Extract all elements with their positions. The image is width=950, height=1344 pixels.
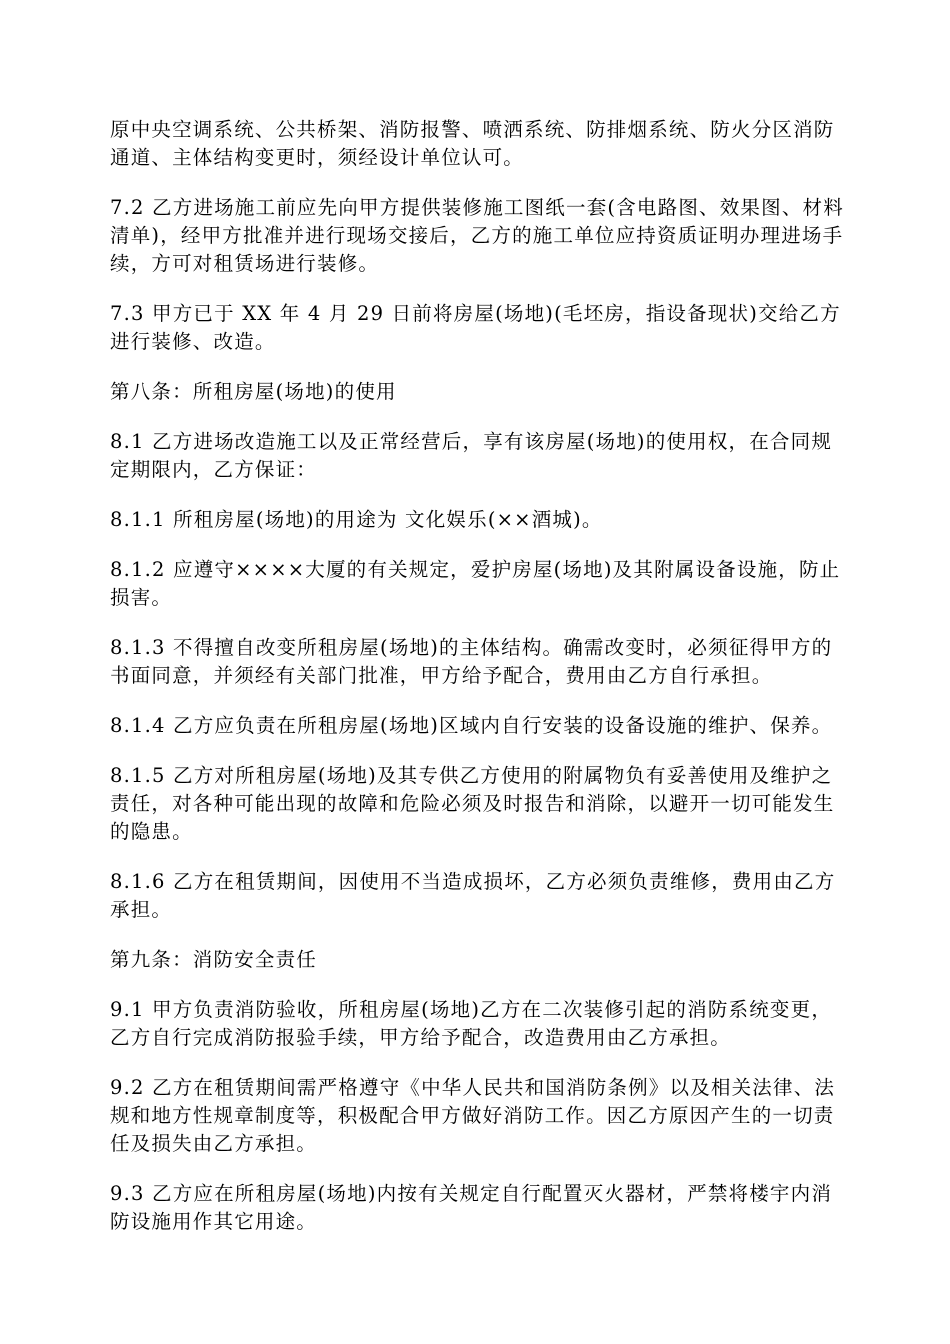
clause-9-2: 9.2 乙方在租赁期间需严格遵守《中华人民共和国消防条例》以及相关法律、法规和地方性规章制度等，积极配合甲方做好消防工作。因乙方原因产生的一切责任及损失由乙方承担。 xyxy=(110,1076,836,1155)
clause-8-1: 8.1 乙方进场改造施工以及正常经营后，享有该房屋(场地)的使用权，在合同规定期限内，乙方保证： xyxy=(110,430,833,481)
clause-9-3: 9.3 乙方应在所租房屋(场地)内按有关规定自行配置灭火器材，严禁将楼宇内消防设施用作其它用途。 xyxy=(110,1182,833,1233)
clause-7-2: 7.2 乙方进场施工前应先向甲方提供装修施工图纸一套(含电路图、效果图、材料清单)，经甲方批准并进行现场交接后，乙方的施工单位应持资质证明办理进场手续，方可对租赁场进行装修。 xyxy=(110,196,844,275)
clause-8-1-1: 8.1.1 所租房屋(场地)的用途为 文化娱乐(××酒城)。 xyxy=(110,508,603,531)
clause-8-1-6: 8.1.6 乙方在租赁期间，因使用不当造成损坏，乙方必须负责维修，费用由乙方承担。 xyxy=(110,870,836,921)
section-heading-9: 第九条：消防安全责任 xyxy=(110,948,318,971)
document-body xyxy=(110,116,845,1258)
clause-7-3: 7.3 甲方已于 XX 年 4 月 29 日前将房屋(场地)(毛坯房，指设备现状)交给乙方进行装修、改造。 xyxy=(110,302,841,353)
clause-8-1-5: 8.1.5 乙方对所租房屋(场地)及其专供乙方使用的附属物负有妥善使用及维护之责任，对各种可能出现的故障和危险必须及时报告和消除，以避开一切可能发生的隐患。 xyxy=(110,764,835,843)
paragraph-continuation: 原中央空调系统、公共桥架、消防报警、喷洒系统、防排烟系统、防火分区消防通道、主体结构变更时，须经设计单位认可。 xyxy=(110,118,835,169)
clause-8-1-4: 8.1.4 乙方应负责在所租房屋(场地)区域内自行安装的设备设施的维护、保养。 xyxy=(110,714,833,737)
clause-8-1-3: 8.1.3 不得擅自改变所租房屋(场地)的主体结构。确需改变时，必须征得甲方的书面同意，并须经有关部门批准，甲方给予配合，费用由乙方自行承担。 xyxy=(110,636,833,687)
clause-9-1: 9.1 甲方负责消防验收，所租房屋(场地)乙方在二次装修引起的消防系统变更，乙方自行完成消防报验手续，甲方给予配合，改造费用由乙方承担。 xyxy=(110,998,833,1049)
clause-8-1-2: 8.1.2 应遵守××××大厦的有关规定，爱护房屋(场地)及其附属设备设施，防止损害。 xyxy=(110,558,841,609)
section-heading-8: 第八条：所租房屋(场地)的使用 xyxy=(110,380,397,403)
